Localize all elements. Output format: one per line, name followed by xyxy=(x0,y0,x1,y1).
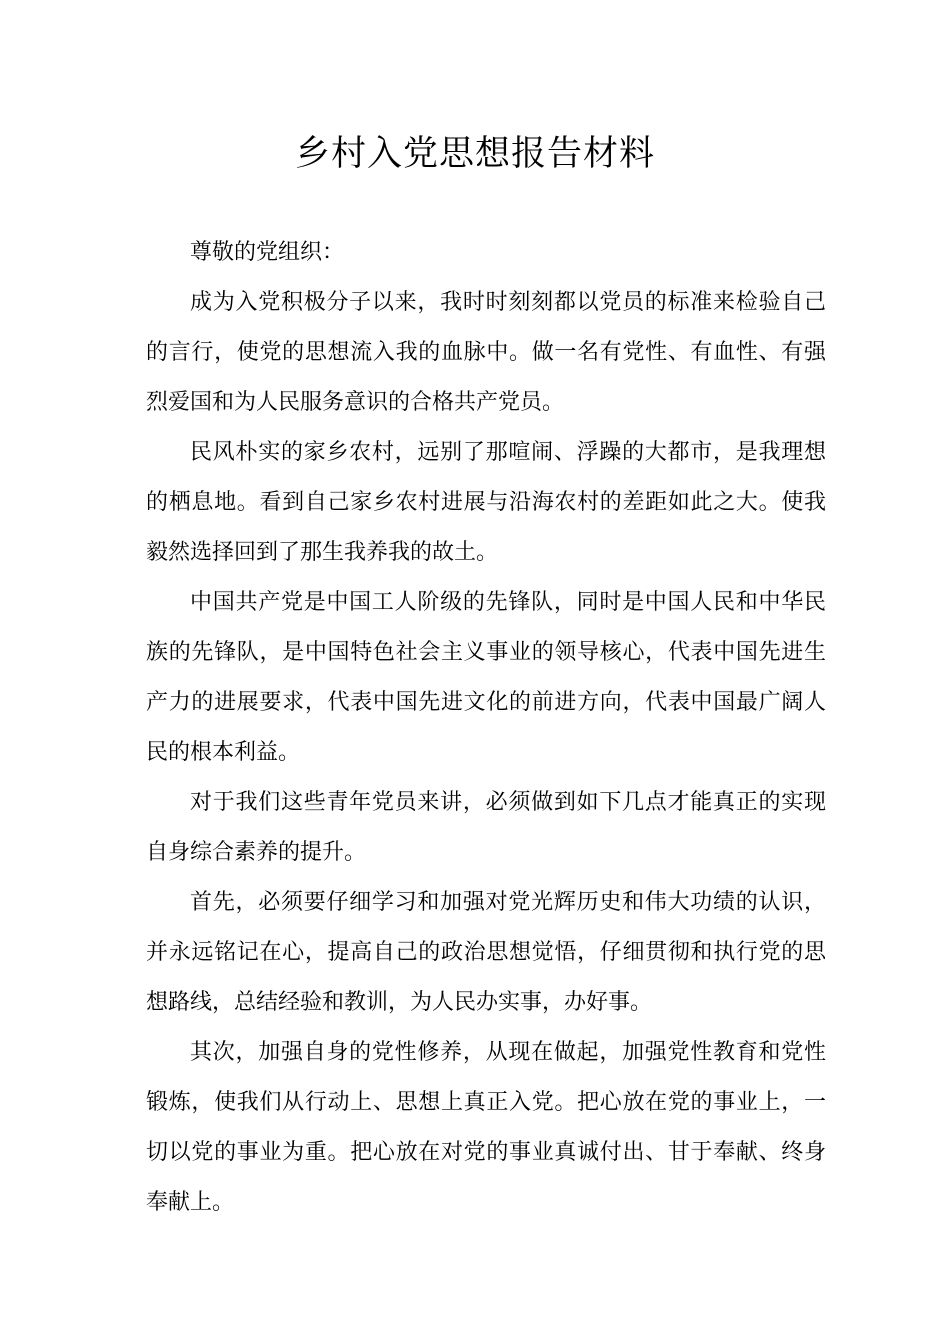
document-body xyxy=(146,228,826,1228)
paragraph: 成为入党积极分子以来，我时时刻刻都以党员的标准来检验自己的言行，使党的思想流入我的血脉中。做一名有党性、有血性、有强烈爱国和为人民服务意识的合格共产党员。 xyxy=(146,290,826,415)
paragraph: 首先，必须要仔细学习和加强对党光辉历史和伟大功绩的认识，并永远铭记在心，提高自己的政治思想觉悟，仔细贯彻和执行党的思想路线，总结经验和教训，为人民办实事，办好事。 xyxy=(146,890,826,1015)
document-title: 乡村入党思想报告材料 xyxy=(294,134,655,174)
paragraph: 其次，加强自身的党性修养，从现在做起，加强党性教育和党性锻炼，使我们从行动上、思想上真正入党。把心放在党的事业上，一切以党的事业为重。把心放在对党的事业真诚付出、甘于奉献、终身奉献上。 xyxy=(146,1040,826,1215)
paragraph: 对于我们这些青年党员来讲，必须做到如下几点才能真正的实现自身综合素养的提升。 xyxy=(146,790,826,865)
salutation: 尊敬的党组织： xyxy=(190,240,345,265)
paragraph: 中国共产党是中国工人阶级的先锋队，同时是中国人民和中华民族的先锋队，是中国特色社会主义事业的领导核心，代表中国先进生产力的进展要求，代表中国先进文化的前进方向，代表中国最广阔人民的根本利益。 xyxy=(146,590,826,765)
paragraph: 民风朴实的家乡农村，远别了那喧闹、浮躁的大都市，是我理想的栖息地。看到自己家乡农村进展与沿海农村的差距如此之大。使我毅然选择回到了那生我养我的故土。 xyxy=(146,440,826,565)
